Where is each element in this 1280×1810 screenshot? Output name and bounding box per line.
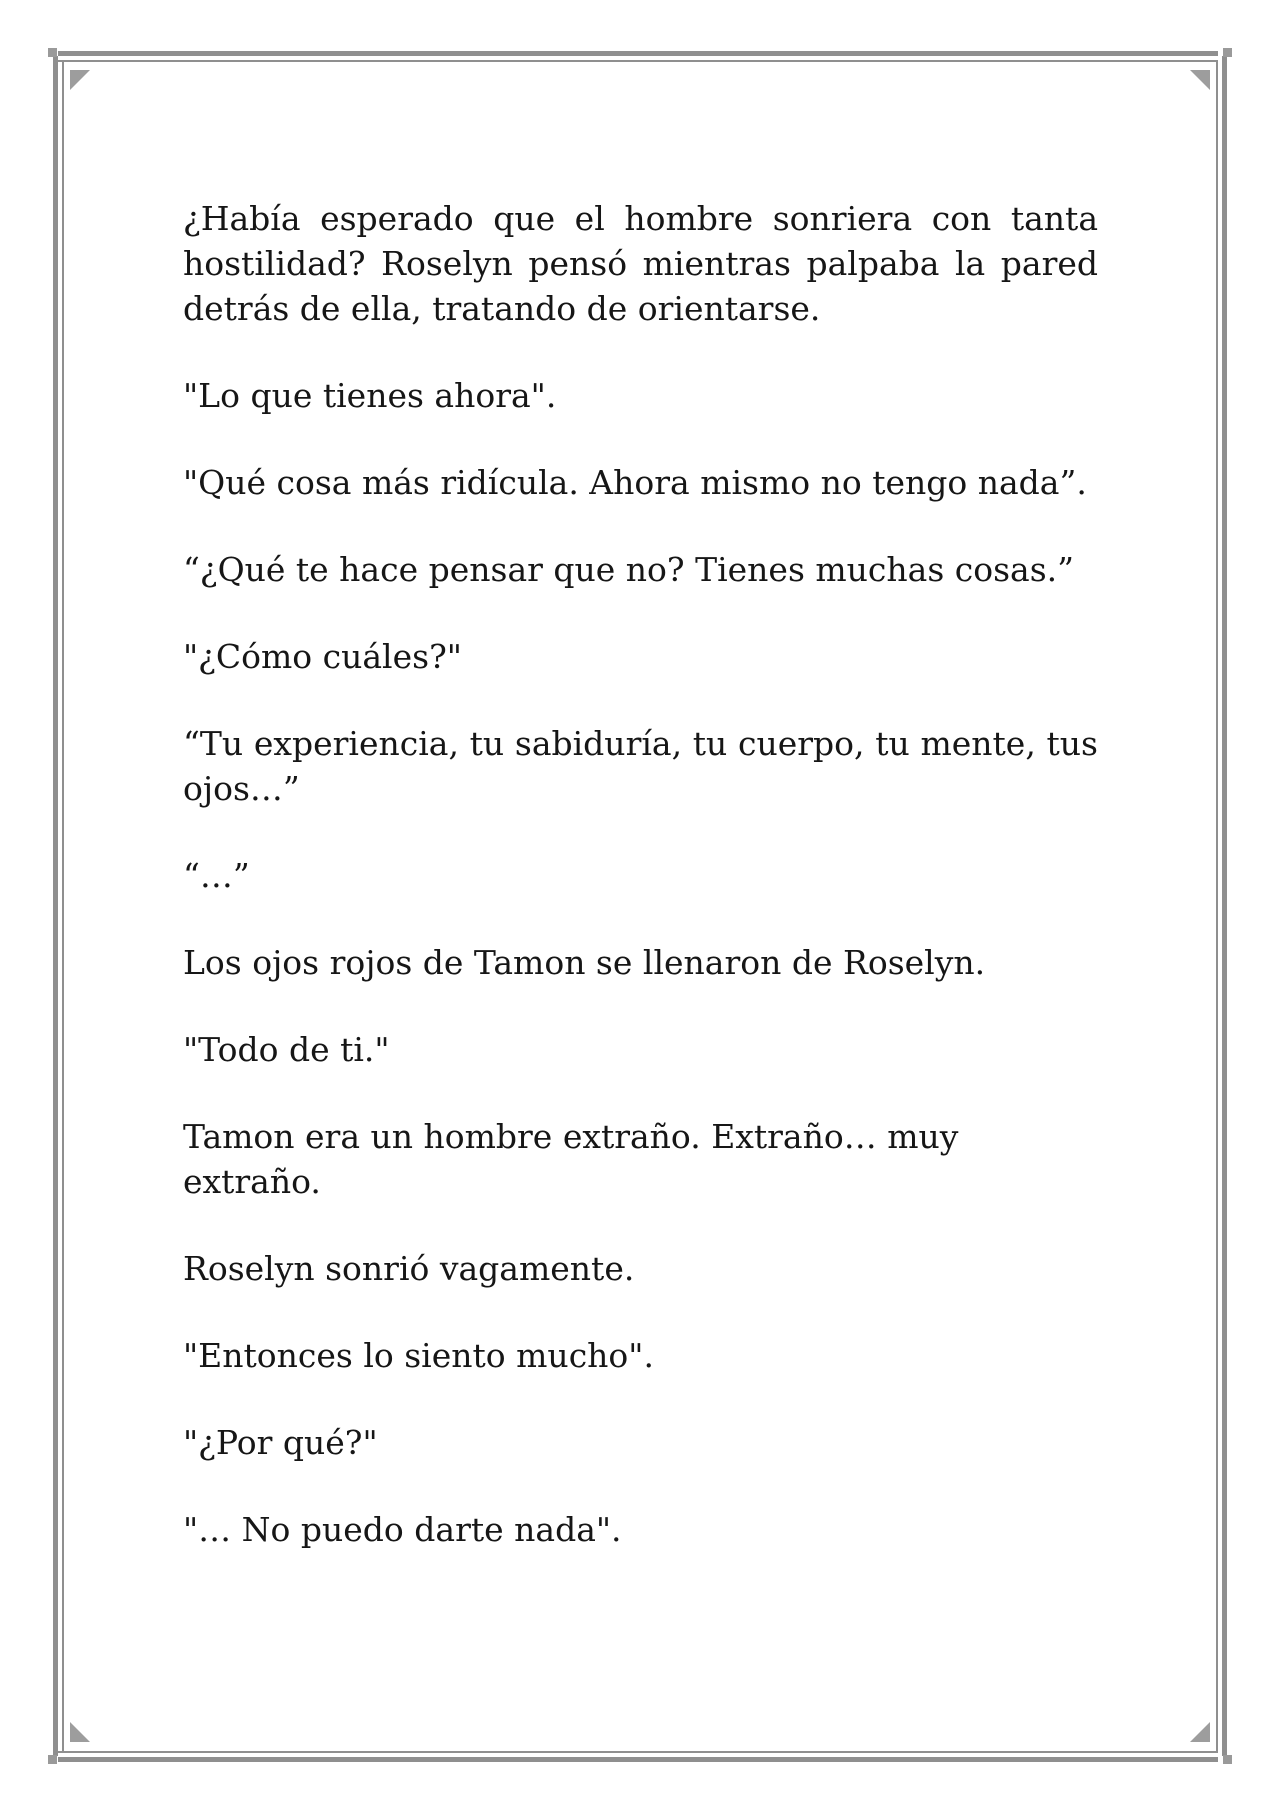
paragraph: ¿Había esperado que el hombre sonriera con tanta hostilidad? Roselyn pensó mientras palpaba la pared detrás de ella, tratando de orientarse.: [183, 199, 1098, 328]
corner-triangle-bottom-right: [1190, 1722, 1210, 1742]
corner-triangle-bottom-left: [70, 1722, 90, 1742]
paragraph: "¿Cómo cuáles?": [183, 637, 462, 676]
paragraph: "Qué cosa más ridícula. Ahora mismo no tengo nada”.: [183, 463, 1087, 502]
paragraph: “¿Qué te hace pensar que no? Tienes muchas cosas.”: [183, 550, 1075, 589]
corner-triangle-top-left: [70, 70, 90, 90]
paragraph: Los ojos rojos de Tamon se llenaron de Roselyn.: [183, 943, 986, 982]
paragraph: "… No puedo darte nada".: [183, 1510, 622, 1549]
paragraph: "Lo que tienes ahora".: [183, 376, 557, 415]
paragraph: "Todo de ti.": [183, 1030, 390, 1069]
paragraph: "Entonces lo siento mucho".: [183, 1336, 654, 1375]
paragraph: “…”: [183, 856, 250, 895]
story-text: [183, 196, 1098, 1594]
paragraph: "¿Por qué?": [183, 1423, 378, 1462]
paragraph: “Tu experiencia, tu sabiduría, tu cuerpo, tu mente, tus ojos…”: [183, 724, 1098, 808]
corner-triangle-top-right: [1190, 70, 1210, 90]
paragraph: Roselyn sonrió vagamente.: [183, 1249, 635, 1288]
paragraph: Tamon era un hombre extraño. Extraño… muy extraño.: [183, 1117, 959, 1201]
